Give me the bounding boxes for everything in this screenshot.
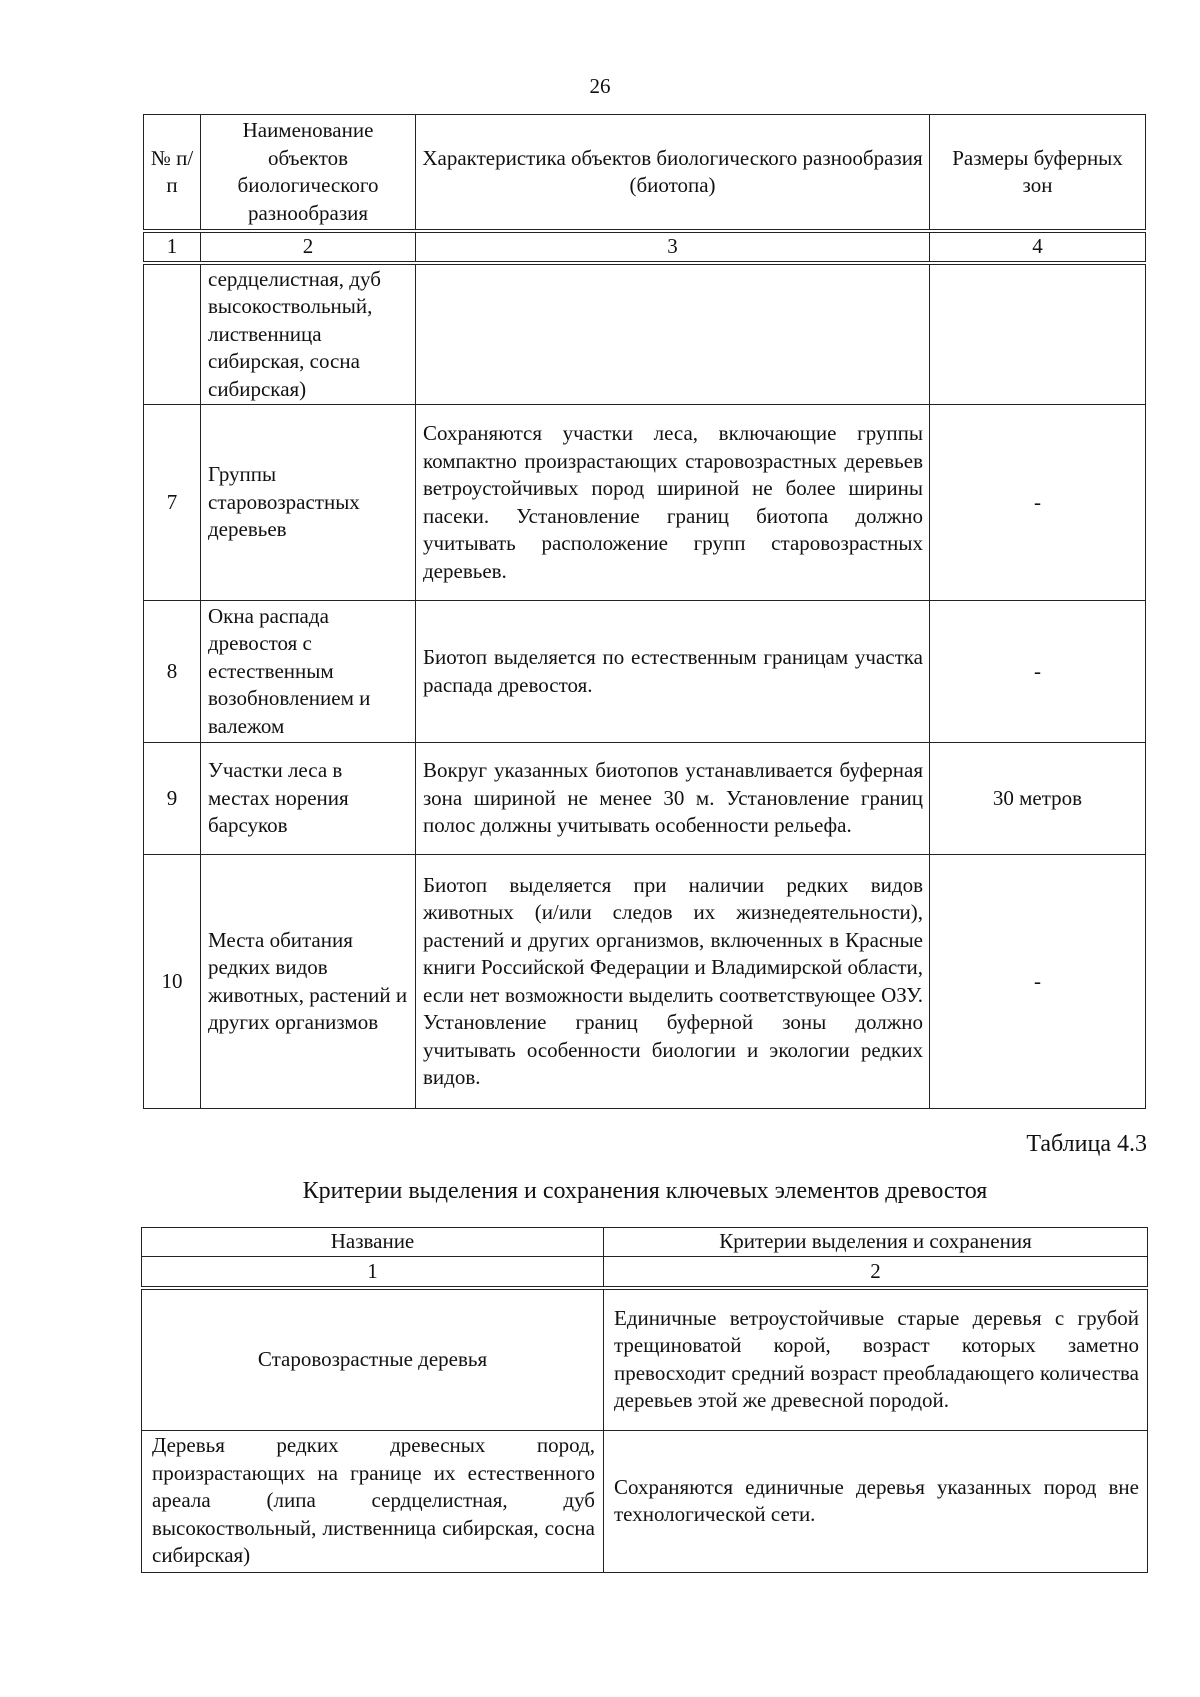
element-name: Старовозрастные деревья [142, 1288, 604, 1430]
buffer-size: - [930, 855, 1146, 1109]
element-name: Деревья редких древесных пород, произрастающих на границе их естественного ареала (липа сердцелистная, дуб высокоствольный, лиственница сибирская, сосна сибирская) [142, 1430, 604, 1572]
object-name: Окна распада древостоя с естественным возобновлением и валежом [201, 601, 416, 743]
biodiversity-objects-table [143, 114, 1146, 1109]
buffer-size [930, 263, 1146, 405]
object-description: Биотоп выделяется при наличии редких видов животных (и/или следов их жизнедеятельности), растений и других организмов, включенных в Красные книги Российской Федерации и Владимирской области, если нет возможности выделить соответствующее ОЗУ. Установление границ буферной зоны должно учитывать особенности биологии и экологии редких видов. [416, 855, 930, 1109]
buffer-size: - [930, 405, 1146, 601]
object-description [416, 263, 930, 405]
table-label: Таблица 4.3 [1026, 1131, 1147, 1157]
object-name: Группы старовозрастных деревьев [201, 405, 416, 601]
table-header-row [144, 115, 1146, 232]
element-criteria: Сохраняются единичные деревья указанных пород вне технологической сети. [604, 1430, 1148, 1572]
object-name: Участки леса в местах норения барсуков [201, 743, 416, 855]
column-number: 1 [144, 231, 201, 263]
table-row [142, 1288, 1148, 1430]
column-number: 4 [930, 231, 1146, 263]
table-row [144, 855, 1146, 1109]
object-name: Места обитания редких видов животных, растений и других организмов [201, 855, 416, 1109]
column-numbers-row [142, 1256, 1148, 1288]
row-number: 7 [144, 405, 201, 601]
buffer-size: - [930, 601, 1146, 743]
row-number: 9 [144, 743, 201, 855]
element-criteria: Единичные ветроустойчивые старые деревья с грубой трещиноватой корой, возраст которых заметно превосходит средний возраст преобладающего количества деревьев этой же древесной породой. [604, 1288, 1148, 1430]
object-description: Сохраняются участки леса, включающие группы компактно произрастающих старовозрастных деревьев ветроустойчивых пород шириной не более ширины пасеки. Установление границ биотопа должно учитывать расположение групп старовозрастных деревьев. [416, 405, 930, 601]
row-number [144, 263, 201, 405]
column-number: 2 [604, 1256, 1148, 1288]
table-row [144, 601, 1146, 743]
header-number: № п/п [144, 115, 201, 232]
table-title: Критерии выделения и сохранения ключевых элементов древостоя [302, 1178, 988, 1204]
object-description: Биотоп выделяется по естественным границам участка распада древостоя. [416, 601, 930, 743]
header-name: Название [142, 1228, 604, 1257]
column-numbers-row [144, 231, 1146, 263]
column-number: 2 [201, 231, 416, 263]
table-row [144, 743, 1146, 855]
page-number: 26 [589, 74, 611, 98]
header-criteria: Критерии выделения и сохранения [604, 1228, 1148, 1257]
row-number: 8 [144, 601, 201, 743]
table-row [144, 405, 1146, 601]
table-header-row [142, 1228, 1148, 1257]
tree-elements-criteria-table [141, 1227, 1148, 1573]
header-characteristic: Характеристика объектов биологического разнообразия (биотопа) [416, 115, 930, 232]
header-buffer-size: Размеры буферных зон [930, 115, 1146, 232]
buffer-size: 30 метров [930, 743, 1146, 855]
object-description: Вокруг указанных биотопов устанавливается буферная зона шириной не менее 30 м. Установление границ полос должны учитывать особенности рельефа. [416, 743, 930, 855]
table-row [144, 263, 1146, 405]
header-object-name: Наименование объектов биологического разнообразия [201, 115, 416, 232]
row-number: 10 [144, 855, 201, 1109]
column-number: 1 [142, 1256, 604, 1288]
column-number: 3 [416, 231, 930, 263]
object-name: сердцелистная, дуб высокоствольный, лиственница сибирская, сосна сибирская) [201, 263, 416, 405]
table-row [142, 1430, 1148, 1572]
